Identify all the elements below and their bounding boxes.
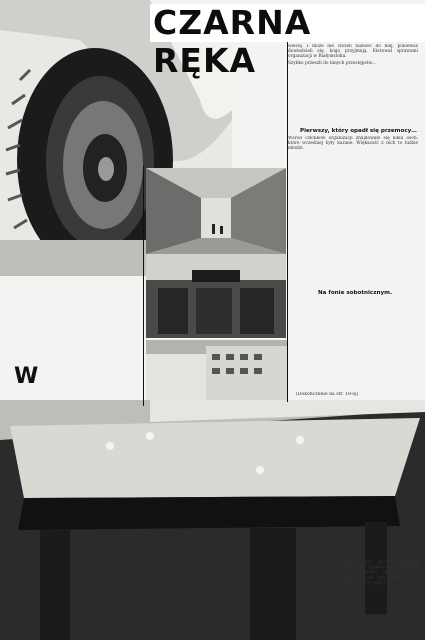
street-photo bbox=[146, 168, 286, 254]
drop-cap: W bbox=[14, 364, 39, 389]
billiard-caption: Bilard, przy którym siedzieli członkowie organizacji. Właściciel „Czarnej Ręki” ukrywał się w składzie pod schodami i tam wpadł w ręce policji. bbox=[340, 560, 420, 586]
column-divider bbox=[287, 42, 288, 402]
article-column-right-mid: Wśród członków organizacji znajdowało się kilka osób, które wcześniej były karane. Większość z nich to ludzie młodzi. bbox=[288, 136, 418, 152]
column-divider bbox=[143, 166, 144, 406]
article-column-middle bbox=[232, 44, 286, 164]
section-head-second: Na fonie sobotnicznym. bbox=[318, 290, 393, 296]
article-column-left-top bbox=[14, 282, 144, 362]
article-column-right-bottom bbox=[288, 298, 418, 388]
section-head-first: Pierwszy, który opadł się przemocy… bbox=[300, 128, 417, 134]
article-column-right-top: wiecej. I może nie chcieli należeć do niej, ponieważ dowiedzieli się, kogo przyjmują. Kierował sprawami organizacji w Białymstoku. Szybko przeszli do innych przestępstw... bbox=[288, 44, 418, 66]
continuation-note: (Dokończenie na str. 18-ej) bbox=[296, 392, 359, 397]
shop-photo bbox=[146, 254, 286, 338]
page-title: CZARNA RĘKA bbox=[150, 4, 425, 42]
